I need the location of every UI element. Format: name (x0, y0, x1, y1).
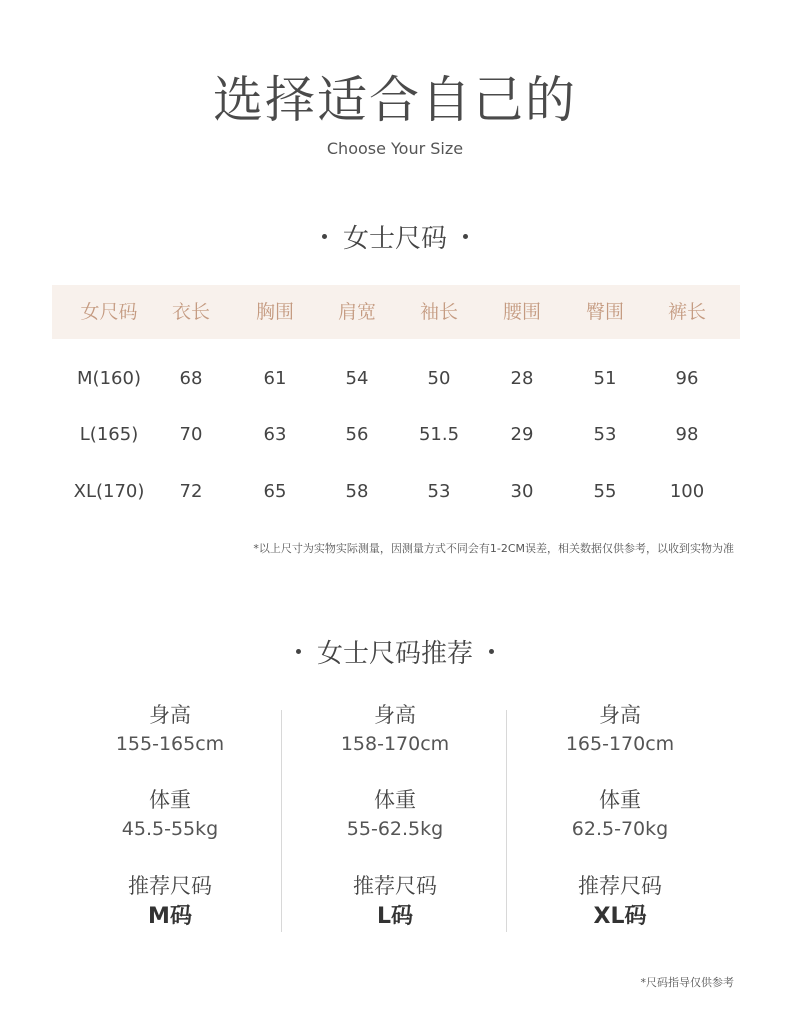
weight-label: 体重 (149, 788, 191, 812)
column-divider (281, 710, 282, 932)
recommendation-column-xl (508, 700, 732, 933)
table-cell: 58 (345, 481, 369, 502)
recommended-size-value: L码 (376, 904, 414, 929)
table-cell: 98 (675, 424, 699, 445)
recommended-size-label: 推荐尺码 (128, 874, 212, 898)
height-value: 158-170cm (340, 733, 450, 755)
column-header-shoulder: 肩宽 (337, 301, 376, 323)
height-label: 身高 (149, 703, 191, 727)
page-subtitle: Choose Your Size (326, 139, 464, 158)
table-row (52, 420, 740, 450)
table-cell: 53 (427, 481, 451, 502)
bullet-dot-icon (463, 234, 468, 239)
page-title: 选择适合自己的 (213, 71, 577, 129)
bullet-dot-icon (489, 649, 494, 654)
size-guide-note: *尺码指导仅供参考 (640, 976, 734, 989)
table-cell: XL(170) (73, 481, 145, 502)
weight-value: 45.5-55kg (121, 818, 219, 840)
bullet-dot-icon (296, 649, 301, 654)
table-cell: 96 (675, 368, 699, 389)
table-cell: 70 (179, 424, 203, 445)
bullet-dot-icon (322, 234, 327, 239)
column-header-sleeve: 袖长 (419, 301, 458, 323)
table-cell: 72 (179, 481, 203, 502)
table-row (52, 364, 740, 394)
table-cell: 55 (593, 481, 617, 502)
recommended-size-value: M码 (148, 904, 192, 929)
recommendation-column-l (283, 700, 507, 933)
column-header-hip: 臀围 (585, 301, 624, 323)
weight-label: 体重 (599, 788, 641, 812)
column-divider (506, 710, 507, 932)
recommended-size-value: XL码 (593, 904, 647, 929)
table-cell: 28 (510, 368, 534, 389)
weight-label: 体重 (374, 788, 416, 812)
column-header-length: 衣长 (171, 301, 210, 323)
size-table-header (52, 285, 740, 339)
recommended-size-label: 推荐尺码 (353, 874, 437, 898)
table-row (52, 477, 740, 507)
column-header-size: 女尺码 (80, 301, 138, 323)
table-cell: M(160) (77, 368, 141, 389)
table-cell: 51 (593, 368, 617, 389)
table-cell: 65 (263, 481, 287, 502)
recommended-size-label: 推荐尺码 (578, 874, 662, 898)
recommendation-section-title (0, 637, 790, 671)
table-cell: 29 (510, 424, 534, 445)
column-header-pants-length: 裤长 (667, 301, 706, 323)
size-table-section-title (0, 222, 790, 256)
table-cell: 61 (263, 368, 287, 389)
size-table-section-label: 女士尺码 (342, 224, 447, 254)
height-label: 身高 (374, 703, 416, 727)
height-value: 165-170cm (565, 733, 675, 755)
table-cell: 54 (345, 368, 369, 389)
weight-value: 62.5-70kg (571, 818, 669, 840)
table-cell: 63 (263, 424, 287, 445)
weight-value: 55-62.5kg (346, 818, 444, 840)
column-header-waist: 腰围 (502, 301, 541, 323)
table-cell: 53 (593, 424, 617, 445)
height-label: 身高 (599, 703, 641, 727)
table-cell: L(165) (79, 424, 139, 445)
table-cell: 68 (179, 368, 203, 389)
recommendation-section-label: 女士尺码推荐 (316, 639, 473, 669)
column-header-chest: 胸围 (255, 301, 294, 323)
table-cell: 51.5 (418, 424, 460, 445)
height-value: 155-165cm (115, 733, 225, 755)
table-cell: 30 (510, 481, 534, 502)
recommendation-column-m (58, 700, 282, 933)
measurement-note: *以上尺寸为实物实际测量，因测量方式不同会有1-2CM误差，相关数据仅供参考，以收到实物为准 (253, 542, 734, 555)
table-cell: 56 (345, 424, 369, 445)
table-cell: 100 (669, 481, 705, 502)
table-cell: 50 (427, 368, 451, 389)
